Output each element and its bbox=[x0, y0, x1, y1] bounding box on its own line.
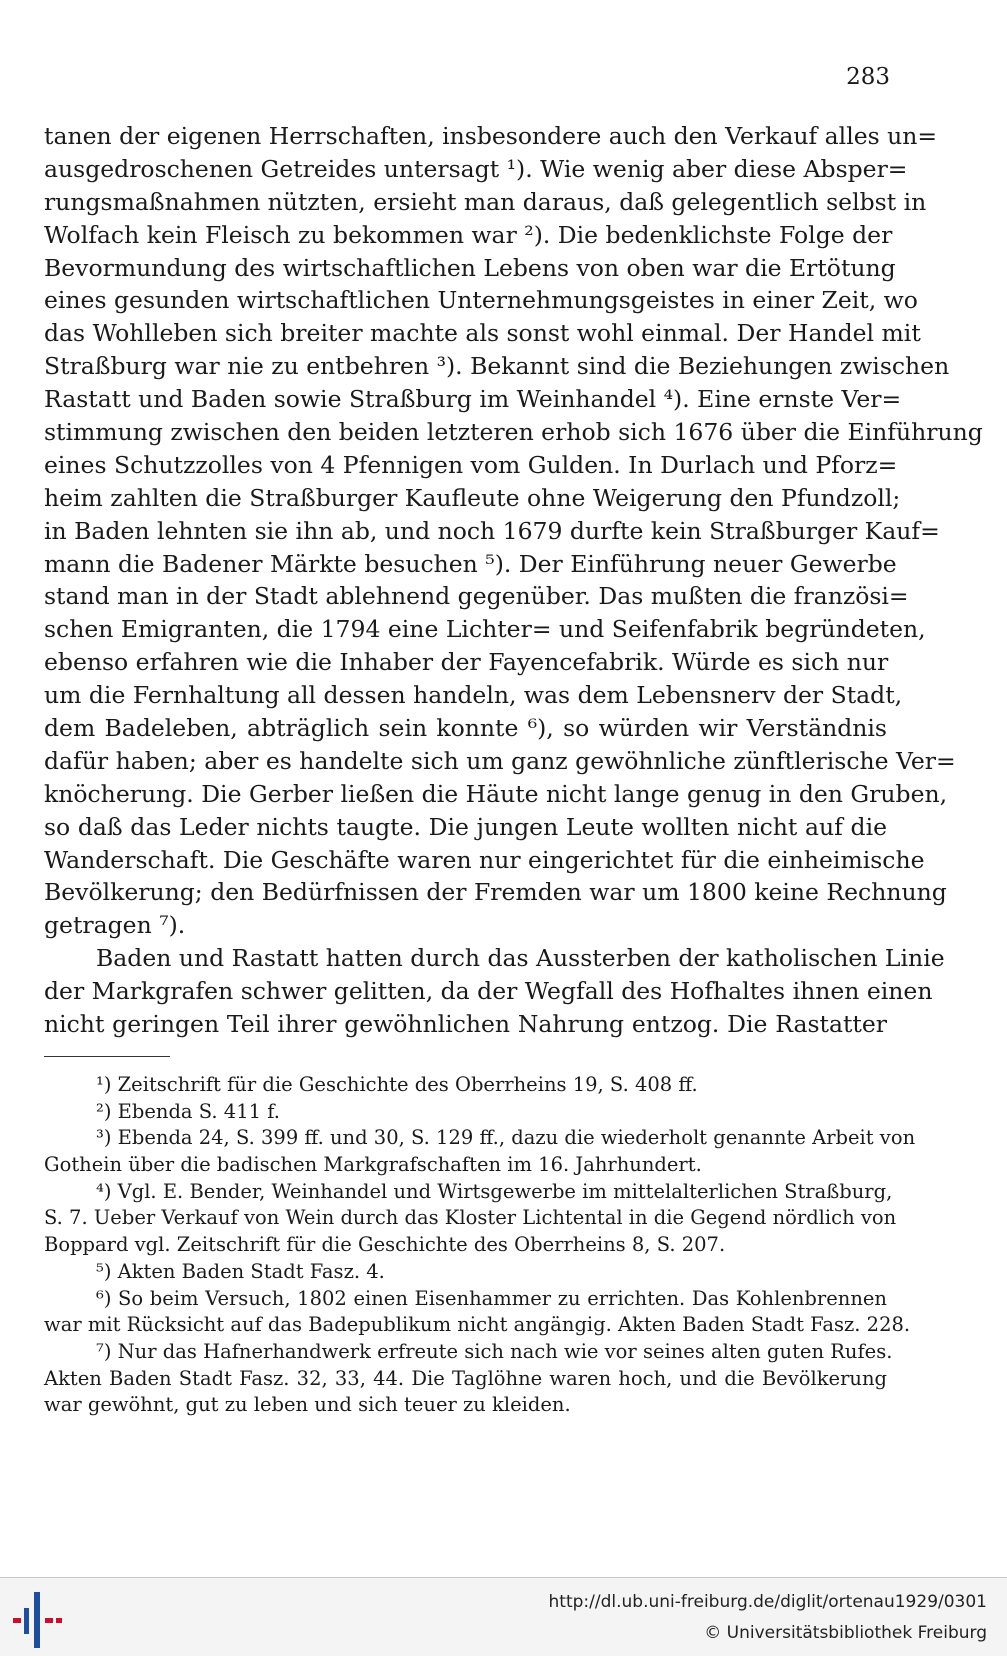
footnote-line: Boppard vgl. Zeitschrift für die Geschichte des Oberrheins 8, S. 207. bbox=[44, 1233, 726, 1257]
source-url-link[interactable]: http://dl.ub.uni-freiburg.de/diglit/ortenau1929/0301 bbox=[548, 1592, 987, 1612]
body-line: in Baden lehnten sie ihn ab, und noch 1679 durfte kein Straßburger Kauf= bbox=[44, 516, 940, 545]
body-line: so daß das Leder nichts taugte. Die jungen Leute wollten nicht auf die bbox=[44, 812, 887, 841]
footnote-line: S. 7. Ueber Verkauf von Wein durch das Kloster Lichtental in die Gegend nördlich von bbox=[44, 1206, 897, 1230]
body-line: eines Schutzzolles von 4 Pfennigen vom Gulden. In Durlach und Pforz= bbox=[44, 450, 898, 479]
footnote-line: ³) Ebenda 24, S. 399 ff. und 30, S. 129 ff., dazu die wiederholt genannte Arbeit von bbox=[96, 1126, 916, 1150]
footnote-line: ⁵) Akten Baden Stadt Fasz. 4. bbox=[96, 1259, 385, 1283]
footnote-line: war mit Rücksicht auf das Badepublikum nicht angängig. Akten Baden Stadt Fasz. 228. bbox=[44, 1313, 911, 1337]
body-line: Bevormundung des wirtschaftlichen Lebens von oben war die Ertötung bbox=[44, 253, 896, 282]
body-line: Wanderschaft. Die Geschäfte waren nur eingerichtet für die einheimische bbox=[44, 845, 925, 874]
library-logo-icon bbox=[10, 1588, 64, 1650]
footnote-line: ²) Ebenda S. 411 f. bbox=[96, 1099, 280, 1123]
body-line: mann die Badener Märkte besuchen ⁵). Der Einführung neuer Gewerbe bbox=[44, 549, 897, 578]
footer-bar bbox=[0, 1578, 1007, 1656]
body-text bbox=[44, 120, 983, 1041]
body-line: der Markgrafen schwer gelitten, da der Wegfall des Hofhaltes ihnen einen bbox=[44, 977, 933, 1006]
footnote-line: ⁶) So beim Versuch, 1802 einen Eisenhammer zu errichten. Das Kohlenbrennen bbox=[96, 1286, 887, 1310]
footnotes bbox=[44, 1072, 916, 1419]
body-line: Bevölkerung; den Bedürfnissen der Fremden war um 1800 keine Rechnung bbox=[44, 878, 947, 907]
body-line: stand man in der Stadt ablehnend gegenüber. Das mußten die französi= bbox=[44, 582, 909, 611]
body-line: Baden und Rastatt hatten durch das Aussterben der katholischen Linie bbox=[96, 944, 945, 973]
body-line: dem Badeleben, abträglich sein konnte ⁶), so würden wir Verständnis bbox=[44, 714, 887, 743]
body-line: getragen ⁷). bbox=[44, 911, 186, 940]
footnote-line: ¹) Zeitschrift für die Geschichte des Oberrheins 19, S. 408 ff. bbox=[96, 1073, 698, 1096]
body-line: das Wohlleben sich breiter machte als sonst wohl einmal. Der Handel mit bbox=[44, 319, 921, 348]
footnote-line: Gothein über die badischen Markgrafschaften im 16. Jahrhundert. bbox=[44, 1153, 702, 1177]
body-line: um die Fernhaltung all dessen handeln, was dem Lebensnerv der Stadt, bbox=[44, 681, 903, 710]
footnote-line: war gewöhnt, gut zu leben und sich teuer zu kleiden. bbox=[44, 1393, 571, 1417]
footnote-separator bbox=[44, 1056, 170, 1057]
body-line: tanen der eigenen Herrschaften, insbesondere auch den Verkauf alles un= bbox=[44, 122, 938, 150]
body-line: knöcherung. Die Gerber ließen die Häute nicht lange genug in den Gruben, bbox=[44, 779, 948, 808]
body-line: heim zahlten die Straßburger Kaufleute ohne Weigerung den Pfundzoll; bbox=[44, 483, 901, 512]
body-line: dafür haben; aber es handelte sich um ganz gewöhnliche zünftlerische Ver= bbox=[44, 746, 956, 775]
body-line: Rastatt und Baden sowie Straßburg im Weinhandel ⁴). Eine ernste Ver= bbox=[44, 385, 902, 414]
body-line: Straßburg war nie zu entbehren ³). Bekannt sind die Beziehungen zwischen bbox=[44, 352, 950, 381]
page-number: 283 bbox=[846, 64, 890, 90]
body-line: ausgedroschenen Getreides untersagt ¹). Wie wenig aber diese Absper= bbox=[44, 154, 908, 183]
footnote-line: ⁴) Vgl. E. Bender, Weinhandel und Wirtsgewerbe im mittelalterlichen Straßburg, bbox=[96, 1179, 893, 1203]
copyright-notice: © Universitätsbibliothek Freiburg bbox=[704, 1623, 987, 1643]
body-line: schen Emigranten, die 1794 eine Lichter= und Seifenfabrik begründeten, bbox=[44, 615, 926, 644]
body-line: nicht geringen Teil ihrer gewöhnlichen Nahrung entzog. Die Rastatter bbox=[44, 1010, 887, 1039]
body-line: stimmung zwischen den beiden letzteren erhob sich 1676 über die Einführung bbox=[44, 418, 983, 447]
body-line: Wolfach kein Fleisch zu bekommen war ²). Die bedenklichste Folge der bbox=[44, 220, 893, 249]
footnote-line: Akten Baden Stadt Fasz. 32, 33, 44. Die Taglöhne waren hoch, und die Bevölkerung bbox=[44, 1366, 887, 1390]
body-line: ebenso erfahren wie die Inhaber der Fayencefabrik. Würde es sich nur bbox=[44, 648, 889, 677]
body-line: eines gesunden wirtschaftlichen Unternehmungsgeistes in einer Zeit, wo bbox=[44, 286, 918, 315]
body-line: rungsmaßnahmen nützten, ersieht man daraus, daß gelegentlich selbst in bbox=[44, 187, 927, 216]
footnote-line: ⁷) Nur das Hafnerhandwerk erfreute sich nach wie vor seines alten guten Rufes. bbox=[96, 1339, 893, 1363]
